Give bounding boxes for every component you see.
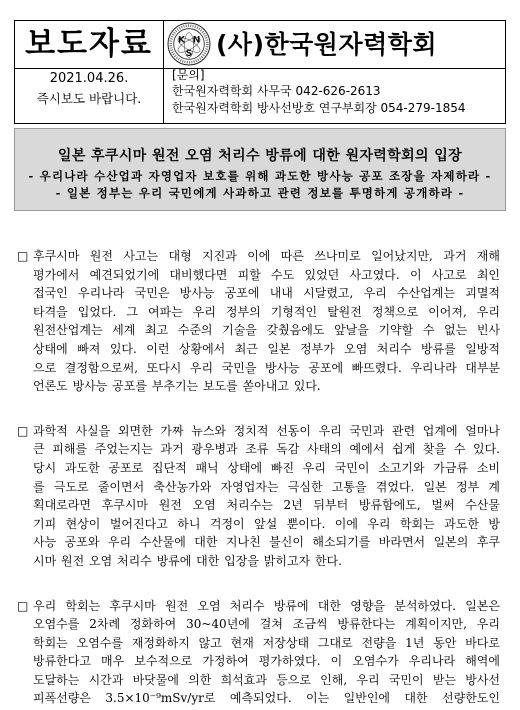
paragraph-line: 방류한다고 매우 보수적으로 가정하여 평가하였다. 이 오염수가 우리나라 해역에	[33, 654, 500, 669]
paragraph-line: 학회는 오염수를 재정화하지 않고 현재 저장상태 그대로 전량을 1년 동안 바다로	[33, 635, 500, 650]
body-text	[17, 247, 500, 708]
title-box	[14, 128, 506, 211]
contact-line: 한국원자력학회 방사선방호 연구부회장 054-279-1854	[172, 100, 466, 115]
paragraph-line: 를 극도로 줄이면서 축산농가와 자영업자는 극심한 고통을 겪었다. 일본 정부 계	[33, 479, 500, 494]
paragraph-line: 언론도 방사능 공포를 부추기는 보도를 쏟아내고 있다.	[33, 379, 321, 394]
contact-label: [문의]	[172, 68, 205, 82]
paragraph-line: 오염수를 2차례 정화하여 30~40년에 걸쳐 조금씩 방류한다는 계획이지만, 우리	[33, 617, 500, 632]
contact-line: 한국원자력학회 사무국 042-626-2613	[172, 84, 381, 98]
paragraph-line: 원전산업계는 세계 최고 수준의 기술을 갖췄음에도 앞날을 기약할 수 없는 빈사	[33, 323, 500, 338]
paragraph-line: 접국인 우리나라 국민은 방사능 공포에 내내 시달렸고, 우리 수산업계는 괴멸적	[33, 286, 500, 301]
square-bullet-icon: □	[17, 423, 29, 438]
paragraph-line: 피폭선량은 3.5×10⁻⁹mSv/yr로 예측되었다. 이는 일반인에 대한 선량한도인	[33, 691, 500, 706]
release-info-cell	[15, 69, 164, 123]
paragraph-line: 으로 결정함으로써, 또다시 우리 국민을 방사능 공포에 빠뜨렸다. 우리나라 대부분	[33, 360, 500, 375]
body-paragraph	[17, 422, 500, 571]
square-bullet-icon: □	[17, 598, 29, 613]
logo-letter-n: N	[192, 35, 201, 46]
paragraph-line: 기피 현상이 벌어진다고 하니 걱정이 앞설 뿐이다. 이에 우리 학회는 과도한 방	[33, 516, 500, 531]
organization-cell	[164, 21, 505, 69]
body-paragraph	[17, 247, 500, 396]
kns-logo	[167, 22, 211, 66]
paragraph-line: 사능 공포와 우리 수산물에 대한 지나친 불신이 해소되기를 바라면서 일본의 후쿠	[33, 535, 500, 550]
paragraph-line: 우리 학회는 후쿠시마 원전 오염 처리수 방류에 대한 영향을 분석하였다. 일본은	[33, 598, 500, 613]
paragraph-line: 타격을 입었다. 그 여파는 우리 정부의 기형적인 탈원전 정책으로 이어져, 우리	[33, 304, 500, 319]
paragraph-line: 당시 과도한 공포로 집단적 패닉 상태에 빠진 우리 국민이 소고기와 가금류 소비	[33, 460, 500, 475]
paragraph-line: 도달하는 시간과 바닷물에 의한 희석효과 등으로 인해, 우리 국민이 받는 방사선	[33, 672, 500, 687]
release-note: 즉시보도 바랍니다.	[36, 91, 142, 106]
press-release-header	[14, 20, 506, 124]
subheadline: - 우리나라 수산업과 자영업자 보호를 위해 과도한 방사능 공포 조장을 자제하라 -	[28, 169, 492, 183]
subheadline: - 일본 정부는 우리 국민에게 사과하고 관련 정보를 투명하게 공개하라 -	[55, 186, 465, 200]
contact-cell	[164, 69, 505, 123]
paragraph-line: 큰 피해를 주었는지는 과거 광우병과 조류 독감 사태의 예에서 쉽게 찾을 수 있다.	[33, 442, 500, 457]
doc-type-title: 보도자료	[25, 26, 153, 62]
paragraph-line: 획대로라면 후쿠시마 원전 오염 처리수는 2년 뒤부터 방류함에도, 벌써 수산물	[33, 498, 500, 513]
square-bullet-icon: □	[17, 249, 29, 263]
paragraph-line: 후쿠시마 원전 사고는 대형 지진과 이에 따른 쓰나미로 일어났지만, 과거 재해	[33, 249, 500, 263]
headline: 일본 후쿠시마 원전 오염 처리수 방류에 대한 원자력학회의 입장	[57, 148, 463, 164]
logo-letter-k: K	[178, 35, 185, 46]
paragraph-line: 과학적 사실을 외면한 가짜 뉴스와 정치적 선동이 우리 국민과 관련 업계에 얼마나	[33, 423, 500, 438]
doc-type-cell	[15, 21, 164, 69]
paragraph-line: 상태에 빠져 있다. 이런 상황에서 최근 일본 정부가 오염 처리수 방류를 일방적	[33, 341, 500, 356]
logo-letter-s: S	[185, 49, 193, 59]
paragraph-line: 평가에서 예견되었기에 대비했다면 피할 수도 있었던 사고였다. 이 사고로 최인	[33, 267, 500, 282]
paragraph-line: 시마 원전 오염 처리수 방류에 대한 입장을 밝히고자 한다.	[33, 553, 342, 568]
release-date: 2021.04.26.	[49, 71, 129, 86]
organization-name: (사)한국원자력학회	[216, 30, 438, 59]
body-paragraph	[17, 597, 500, 709]
